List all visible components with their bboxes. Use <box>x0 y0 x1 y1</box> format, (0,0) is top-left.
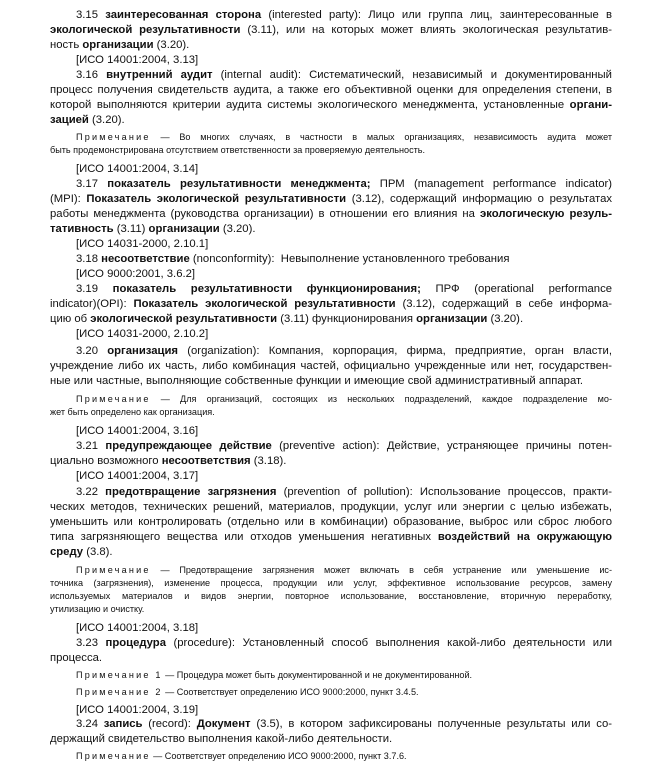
definition-3-22-line-4: типа загрязняющего вещества или отходов уменьшения негативных воздействий на окружающую <box>50 531 612 543</box>
reference: [ИСО 14031-2000, 2.10.1] <box>76 238 209 250</box>
definition-3-24-line-1: 3.24 запись (record): Документ (3.5), в котором зафиксированы полученные результаты или со- <box>76 718 613 730</box>
note-continuation: утилизацию и очистку. <box>50 604 145 614</box>
reference: [ИСО 14001:2004, 3.18] <box>76 622 199 634</box>
definition-3-16-line-4: зацией (3.20). <box>50 114 125 126</box>
reference: [ИСО 14001:2004, 3.13] <box>76 54 199 66</box>
definition-3-16-line-3: которой выполняются критерии аудита системы экологического менеджмента, установленные органи- <box>50 99 612 111</box>
note-continuation: быть продемонстрирована отсутствием ответственности за проверяемую деятельность. <box>50 145 426 155</box>
definition-3-21-line-2: циально возможного несоответствия (3.18). <box>50 455 287 467</box>
definition-3-19-line-2: indicator)(OPI): Показатель экологической результативности (3.12), содержащий в себе информа- <box>50 298 612 310</box>
note-continuation: точника (загрязнения), изменение процесса, продукции или услуг, эффективное использование ресурсов, замену <box>50 578 612 588</box>
definition-3-19-line-3: цию об экологической результативности (3.11) функционирования организации (3.20). <box>50 313 524 325</box>
definition-3-16-line-2: процесс получения свидетельств аудита, а также его объективной оценки для определения степени, в <box>50 84 612 96</box>
definition-3-15-line-2: экологической результативности (3.11), или на которых может влиять экологическая результатив- <box>50 24 612 36</box>
definition-3-20-line-3: ные или частные, выполняющие собственные функции и имеющие свой административный аппарат. <box>50 375 584 387</box>
definition-3-17-line-2: (MPI): Показатель экологической результативности (3.12), содержащий информацию о результатах <box>50 193 612 205</box>
definition-3-20-line-2: учреждение либо их часть, либо комбинация частей, официально учрежденные или нет, государствен- <box>50 360 612 372</box>
definition-3-19-line-1: 3.19 показатель результативности функционирования; ПРФ (operational performance <box>76 283 613 295</box>
definition-3-21-line-1: 3.21 предупреждающее действие (preventive action): Действие, устраняющее причины потен- <box>76 440 612 452</box>
definition-3-22-line-3: уменьшить или контролировать (отдельно или в комбинации) образование, выброс или сброс любого <box>50 516 612 528</box>
definition-3-17-line-1: 3.17 показатель результативности менеджмента; ПРМ (management performance indicator) <box>76 178 613 190</box>
note-1: Примечание 1 — Процедура может быть документированной и не документированной. <box>76 670 473 680</box>
note: Примечание — Предотвращение загрязнения может включать в себя устранение или уменьшение ис- <box>76 565 612 575</box>
definition-3-17-line-4: тативность (3.11) организации (3.20). <box>50 223 256 235</box>
reference: [ИСО 14001:2004, 3.19] <box>76 704 199 716</box>
definition-3-20-line-1: 3.20 организация (organization): Компания, корпорация, фирма, предприятие, орган власти, <box>76 345 613 357</box>
definition-3-17-line-3: работы менеджмента (руководства организации) в отношении его влияния на экологическую резуль- <box>50 208 613 220</box>
note-2: Примечание 2 — Соответствует определению ИСО 9000:2000, пункт 3.4.5. <box>76 687 419 697</box>
note-continuation: жет быть определено как организация. <box>50 407 215 417</box>
definition-3-24-line-2: держащий свидетельство выполнения какой-либо деятельности. <box>50 733 393 745</box>
reference: [ИСО 14031-2000, 2.10.2] <box>76 328 209 340</box>
definition-3-16-line-1: 3.16 внутренний аудит (internal audit): Систематический, независимый и документированный <box>76 69 612 81</box>
definition-3-23-line-2: процесса. <box>50 652 103 664</box>
note: Примечание — Во многих случаях, в частности в малых организациях, независимость аудита может <box>76 132 612 142</box>
definition-3-15-line-1: 3.15 заинтересованная сторона (interested party): Лицо или группа лиц, заинтересованные в <box>76 9 613 21</box>
note: Примечание — Для организаций, состоящих из нескольких подразделений, каждое подразделение мо- <box>76 394 612 404</box>
definition-3-18: 3.18 несоответствие (nonconformity): Невыполнение установленного требования <box>76 253 510 265</box>
definition-3-15-line-3: ность организации (3.20). <box>50 39 190 51</box>
definition-3-22-line-2: ческих методов, технических решений, материалов, продукции, услуг или энергии с целью избежать, <box>50 501 612 513</box>
definition-3-23-line-1: 3.23 процедура (procedure): Установленный способ выполнения какой-либо деятельности или <box>76 637 613 649</box>
reference: [ИСО 14001:2004, 3.17] <box>76 470 199 482</box>
note-continuation: используемых материалов и видов энергии, повторное использование, восстановление, вторичную переработку, <box>50 591 612 601</box>
reference: [ИСО 14001:2004, 3.14] <box>76 163 199 175</box>
reference: [ИСО 14001:2004, 3.16] <box>76 425 199 437</box>
note: Примечание — Соответствует определению ИСО 9000:2000, пункт 3.7.6. <box>76 751 407 761</box>
reference: [ИСО 9000:2001, 3.6.2] <box>76 268 196 280</box>
definition-3-22-line-1: 3.22 предотвращение загрязнения (prevention of pollution): Использование процессов, практи- <box>76 486 612 498</box>
definition-3-22-line-5: среду (3.8). <box>50 546 113 558</box>
term: заинтересованная сторона <box>105 9 262 21</box>
